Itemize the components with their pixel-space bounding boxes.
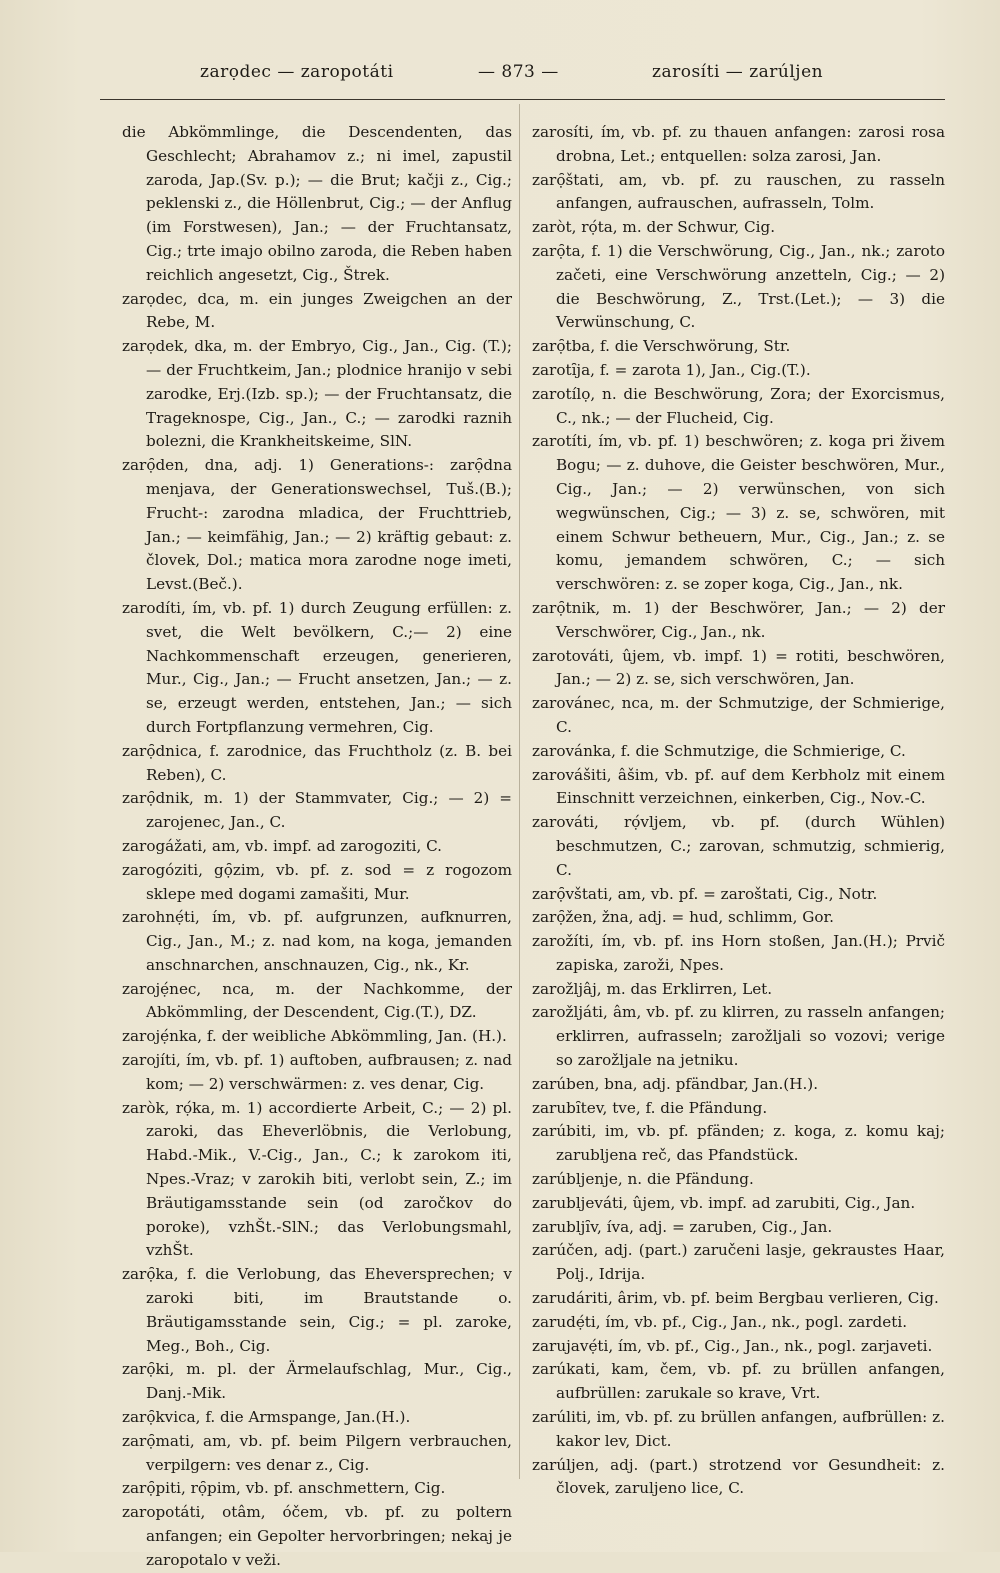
dictionary-entry: zarotȋja, f. = zarota 1), Jan., Cig.(T.). — [532, 360, 811, 379]
dictionary-entry: zarohnẹ́ti, ím, vb. pf. aufgrunzen, aufknurren, Cig., Jan., M.; z. nad kom, na koga, jemanden anschnarchen, anschnauzen, Cig., nk., Kr. — [122, 908, 512, 974]
dictionary-entry: zaròt, rọ́ta, m. der Schwur, Cig. — [532, 218, 776, 237]
dictionary-entry: zarọ̑ka, f. die Verlobung, das Eheversprechen; v zaroki biti, im Brautstande o. Bräutigamsstande sein, Cig.; = pl. zaroke, Meg., Boh., Cig. — [122, 1265, 512, 1355]
dictionary-entry: zarọ̑tnik, m. 1) der Beschwörer, Jan.; — 2) der Verschwörer, Cig., Jan., nk. — [532, 598, 945, 641]
dictionary-entry: zarovánec, nca, m. der Schmutzige, der Schmierige, C. — [532, 694, 945, 736]
dictionary-entry: zarọ̑žen, žna, adj. = hud, schlimm, Gor. — [532, 908, 834, 927]
dictionary-entry: die Abkömmlinge, die Descendenten, das Geschlecht; Abrahamov z.; ni imel, zapustil zaroda, Jap.(Sv. p.); — die Brut; kačji z., Cig.; peklenski z., die Höllenbrut, Cig.; — der Anflug (im Forstwesen), Jan.; — der Fruchtansatz, Cig.; trte imajo obilno zaroda, die Reben haben reichlich angesetzt, Cig., Štrek. — [122, 123, 512, 284]
page-number: — 873 — — [478, 62, 559, 82]
dictionary-entry: zarọ̑dnik, m. 1) der Stammvater, Cig.; — 2) = zarojenec, Jan., C. — [122, 789, 512, 832]
dictionary-entry: zarožljáti, âm, vb. pf. zu klirren, zu rasseln anfangen; erklirren, aufrasseln; zarožljali so vozovi; verige so zarožljale na jetniku. — [532, 1003, 945, 1070]
left-column — [122, 121, 512, 1573]
dictionary-entry: zarọ̑kvica, f. die Armspange, Jan.(H.). — [122, 1408, 411, 1427]
dictionary-entry: zarovánka, f. die Schmutzige, die Schmierige, C. — [532, 741, 906, 760]
dictionary-entry: zarọdec, dca, m. ein junges Zweigchen an der Rebe, M. — [122, 289, 512, 332]
dictionary-entry: zarožíti, ím, vb. pf. ins Horn stoßen, Jan.(H.); Prvič zapiska, zaroži, Npes. — [532, 932, 945, 974]
dictionary-entry: zarojẹ́nka, f. der weibliche Abkömmling, Jan. (H.). — [122, 1027, 507, 1046]
dictionary-entry: zarudáriti, ârim, vb. pf. beim Bergbau verlieren, Cig. — [532, 1289, 939, 1308]
dictionary-entry: zarosíti, ím, vb. pf. zu thauen anfangen: zarosi rosa drobna, Let.; entquellen: solza zarosi, Jan. — [532, 123, 945, 165]
dictionary-entry: zarọ̑štati, am, vb. pf. zu rauschen, zu rasseln anfangen, aufrauschen, aufrasseln, Tolm. — [532, 170, 945, 213]
dictionary-entry: zarọ̑ki, m. pl. der Ärmelaufschlag, Mur., Cig., Danj.-Mik. — [122, 1360, 512, 1403]
header-left: zarọdec — zaropotáti — [200, 62, 394, 82]
dictionary-entry: zarọ̑den, dna, adj. 1) Generations-: zarọ̑dna menjava, der Generationswechsel, Tuš.(B.); Frucht-: zarodna mladica, der Fruchttrieb, Jan.; — keimfähig, Jan.; — 2) kräftig gebaut: z. človek, Dol.; matica mora zarodne noge imeti, Levst.(Beč.). — [122, 456, 512, 594]
dictionary-entry: zarubȋtev, tve, f. die Pfändung. — [532, 1098, 768, 1117]
dictionary-entry: zarọ̑tba, f. die Verschwörung, Str. — [532, 337, 791, 356]
dictionary-entry: zarubljeváti, ûjem, vb. impf. ad zarubiti, Cig., Jan. — [532, 1193, 916, 1212]
right-column — [532, 121, 945, 1501]
dictionary-entry: zarotíti, ím, vb. pf. 1) beschwören; z. koga pri živem Bogu; — z. duhove, die Geister beschwören, Mur., Cig., Jan.; — 2) verwünschen, von sich wegwünschen, Cig.; — 3) z. se, schwören, mit einem Schwur betheuern, Mur., Cig., Jan.; z. se komu, jemandem schwören, C.; — sich verschwören: z. se zoper koga, Cig., Jan., nk. — [532, 432, 945, 594]
header-right: zarosíti — zarúljen — [652, 62, 824, 82]
dictionary-entry: zarogóziti, gọ̑zim, vb. pf. z. sod = z rogozom sklepe med dogami zamašiti, Mur. — [122, 860, 512, 903]
dictionary-entry: zarúliti, im, vb. pf. zu brüllen anfangen, aufbrüllen: z. kakor lev, Dict. — [532, 1408, 945, 1450]
dictionary-entry: zarojíti, ím, vb. pf. 1) auftoben, aufbrausen; z. nad kom; — 2) verschwärmen: z. ves denar, Cig. — [122, 1051, 512, 1093]
dictionary-entry: zarúbiti, im, vb. pf. pfänden; z. koga, z. komu kaj; zarubljena reč, das Pfandstück. — [532, 1122, 945, 1165]
dictionary-entry: zarúben, bna, adj. pfändbar, Jan.(H.). — [532, 1074, 819, 1093]
dictionary-entry: zarọdek, dka, m. der Embryo, Cig., Jan., Cig. (T.); — der Fruchtkeim, Jan.; plodnice hranijo v sebi zarodke, Erj.(Izb. sp.); — der Fruchtansatz, die Trageknospe, Cig., Jan., C.; — zarodki raznih bolezni, die Krankheitskeime, SlN. — [122, 337, 512, 451]
dictionary-entry: zarudẹ́ti, ím, vb. pf., Cig., Jan., nk., pogl. zardeti. — [532, 1312, 908, 1331]
dictionary-entry: zarovášiti, âšim, vb. pf. auf dem Kerbholz mit einem Einschnitt verzeichnen, einkerben, Cig., Nov.-C. — [532, 765, 945, 808]
column-separator — [519, 104, 520, 1479]
dictionary-entry: zaròk, rọ́ka, m. 1) accordierte Arbeit, C.; — 2) pl. zaroki, das Eheverlöbnis, die Verlobung, Habd.-Mik., V.-Cig., Jan., C.; k zarokom iti, Npes.-Vraz; v zarokih biti, verlobt sein, Z.; im Bräutigamsstande sein (od zaročkov do poroke), vzhŠt.-SlN.; das Verlobungsmahl, vzhŠt. — [122, 1098, 512, 1260]
dictionary-entry: zarožljâj, m. das Erklirren, Let. — [532, 979, 773, 998]
dictionary-entry: zarubljȋv, íva, adj. = zaruben, Cig., Jan. — [532, 1217, 833, 1236]
dictionary-entry: zaropotáti, otâm, óčem, vb. pf. zu poltern anfangen; ein Gepolter hervorbringen; nekaj je zaropotalo v veži. — [122, 1503, 512, 1569]
dictionary-entry: zarujavẹ́ti, ím, vb. pf., Cig., Jan., nk., pogl. zarjaveti. — [532, 1336, 933, 1355]
dictionary-entry: zarodíti, ím, vb. pf. 1) durch Zeugung erfüllen: z. svet, die Welt bevölkern, C.;— 2) eine Nachkommenschaft erzeugen, generieren, Mur., Cig., Jan.; — Frucht ansetzen, Jan.; — z. se, erzeugt werden, entstehen, Jan.; — sich durch Fortpflanzung vermehren, Cig. — [122, 598, 512, 736]
dictionary-entry: zarojẹ́nec, nca, m. der Nachkomme, der Abkömmling, der Descendent, Cig.(T.), DZ. — [122, 979, 512, 1022]
dictionary-entry: zarọ̑dnica, f. zarodnice, das Fruchtholz (z. B. bei Reben), C. — [122, 741, 512, 784]
dictionary-entry: zarọ̑vštati, am, vb. pf. = zaroštati, Cig., Notr. — [532, 884, 878, 903]
dictionary-entry: zarọ̑ta, f. 1) die Verschwörung, Cig., Jan., nk.; zaroto začeti, eine Verschwörung anzetteln, Cig.; — 2) die Beschwörung, Z., Trst.(Let.); — 3) die Verwünschung, C. — [532, 241, 945, 332]
dictionary-entry: zarúljen, adj. (part.) strotzend vor Gesundheit: z. človek, zaruljeno lice, C. — [532, 1455, 945, 1498]
dictionary-entry: zarováti, rọ́vljem, vb. pf. (durch Wühlen) beschmutzen, C.; zarovan, schmutzig, schmierig, C. — [532, 813, 945, 879]
header-rule — [100, 99, 945, 100]
dictionary-entry: zarúkati, kam, čem, vb. pf. zu brüllen anfangen, aufbrüllen: zarukale so krave, Vrt. — [532, 1360, 945, 1403]
dictionary-entry: zarogážati, am, vb. impf. ad zarogoziti, C. — [122, 836, 443, 855]
running-header — [100, 62, 945, 96]
dictionary-entry: zarọ̑piti, rọ̑pim, vb. pf. anschmettern, Cig. — [122, 1479, 446, 1498]
dictionary-entry: zarotílọ, n. die Beschwörung, Zora; der Exorcismus, C., nk.; — der Flucheid, Cig. — [532, 384, 945, 427]
dictionary-entry: zarúčen, adj. (part.) zaručeni lasje, gekraustes Haar, Polj., Idrija. — [532, 1241, 945, 1284]
dictionary-entry: zarotováti, ûjem, vb. impf. 1) = rotiti, beschwören, Jan.; — 2) z. se, sich verschwören, Jan. — [532, 646, 945, 689]
dictionary-entry: zarúbljenje, n. die Pfändung. — [532, 1170, 754, 1189]
dictionary-entry: zarọ̑mati, am, vb. pf. beim Pilgern verbrauchen, verpilgern: ves denar z., Cig. — [122, 1431, 512, 1474]
